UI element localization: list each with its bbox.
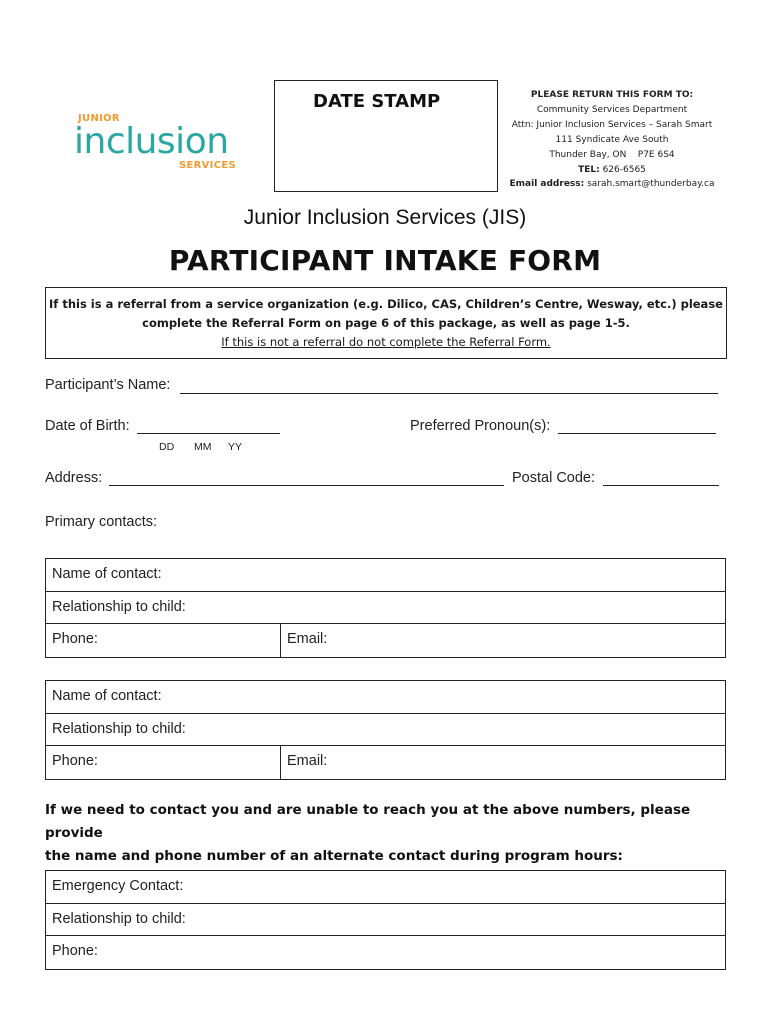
contact2-name-label: Name of contact: — [52, 688, 162, 704]
emergency-phone-label: Phone: — [52, 943, 98, 959]
emergency-contact-table — [45, 870, 726, 970]
participant-name-label: Participant’s Name: — [45, 377, 171, 393]
dob-dd-hint: DD — [159, 441, 175, 453]
return-email-label: Email address: — [509, 179, 585, 190]
address-field[interactable] — [109, 485, 504, 486]
return-department: Community Services Department — [536, 104, 688, 115]
pronouns-field[interactable] — [558, 433, 716, 434]
date-stamp-box — [274, 80, 498, 192]
notice-line-3: If this is not a referral do not complete the Referral Form. — [221, 335, 551, 349]
dob-mm-hint: MM — [194, 441, 212, 453]
instructions-line-1: If we need to contact you and are unable to reach you at the above numbers, please provide — [45, 802, 691, 841]
contact2-email-cell[interactable]: Email: — [287, 753, 328, 769]
contact2-phone-cell[interactable]: Phone: — [46, 746, 281, 779]
referral-notice — [45, 287, 727, 359]
contact1-name-row[interactable] — [46, 559, 725, 592]
participant-name-field[interactable] — [180, 393, 718, 394]
primary-contacts-label: Primary contacts: — [45, 514, 157, 530]
program-subtitle: Junior Inclusion Services (JIS) — [243, 206, 527, 229]
logo-services-text: SERVICES — [179, 160, 236, 171]
return-tel — [506, 163, 718, 178]
return-city: Thunder Bay, ON P7E 6S4 — [549, 149, 675, 160]
primary-contact-2-table — [45, 680, 726, 780]
return-heading: PLEASE RETURN THIS FORM TO: — [530, 90, 694, 100]
notice-line-1: If this is a referral from a service organization (e.g. Dilico, CAS, Children’s Centre, Wesway, etc.) please — [49, 297, 723, 311]
primary-contact-1-table — [45, 558, 726, 658]
return-email-value: sarah.smart@thunderbay.ca — [587, 179, 715, 190]
contact1-phone-cell[interactable]: Phone: — [46, 624, 281, 657]
emergency-name-row[interactable] — [46, 871, 725, 904]
logo-junior-text: JUNIOR — [78, 113, 120, 124]
return-email — [506, 177, 718, 192]
emergency-phone-row[interactable] — [46, 936, 725, 969]
dob-label: Date of Birth: — [45, 418, 130, 434]
return-street: 111 Syndicate Ave South — [555, 134, 669, 145]
logo-inclusion-text: inclusion — [74, 121, 229, 162]
return-address — [506, 88, 718, 192]
dob-field[interactable] — [137, 433, 280, 434]
contact1-email-cell[interactable]: Email: — [287, 631, 328, 647]
address-label: Address: — [45, 470, 103, 486]
contact1-relationship-row[interactable] — [46, 592, 725, 625]
notice-line-2: complete the Referral Form on page 6 of this package, as well as page 1-5. — [142, 316, 630, 330]
contact2-relationship-label: Relationship to child: — [52, 720, 186, 737]
dob-yy-hint: YY — [228, 441, 243, 453]
junior-inclusion-logo — [74, 110, 244, 172]
return-attn: Attn: Junior Inclusion Services – Sarah Smart — [511, 119, 713, 130]
contact1-relationship-label: Relationship to child: — [52, 598, 186, 615]
postal-code-field[interactable] — [603, 485, 719, 486]
pronouns-label: Preferred Pronoun(s): — [410, 418, 551, 434]
emergency-name-label: Emergency Contact: — [52, 878, 184, 894]
emergency-relationship-label: Relationship to child: — [52, 910, 186, 927]
instructions-line-2: the name and phone number of an alternate contact during program hours: — [45, 848, 623, 864]
contact2-relationship-row[interactable] — [46, 714, 725, 747]
form-title: PARTICIPANT INTAKE FORM — [168, 244, 602, 277]
contact2-name-row[interactable] — [46, 681, 725, 714]
date-stamp-label: DATE STAMP — [313, 91, 441, 112]
emergency-relationship-row[interactable] — [46, 904, 725, 937]
alternate-contact-instructions — [45, 799, 735, 868]
return-tel-value: 626-6565 — [602, 164, 646, 175]
return-tel-label: TEL: — [578, 164, 600, 175]
postal-code-label: Postal Code: — [512, 470, 596, 486]
contact1-name-label: Name of contact: — [52, 566, 162, 582]
